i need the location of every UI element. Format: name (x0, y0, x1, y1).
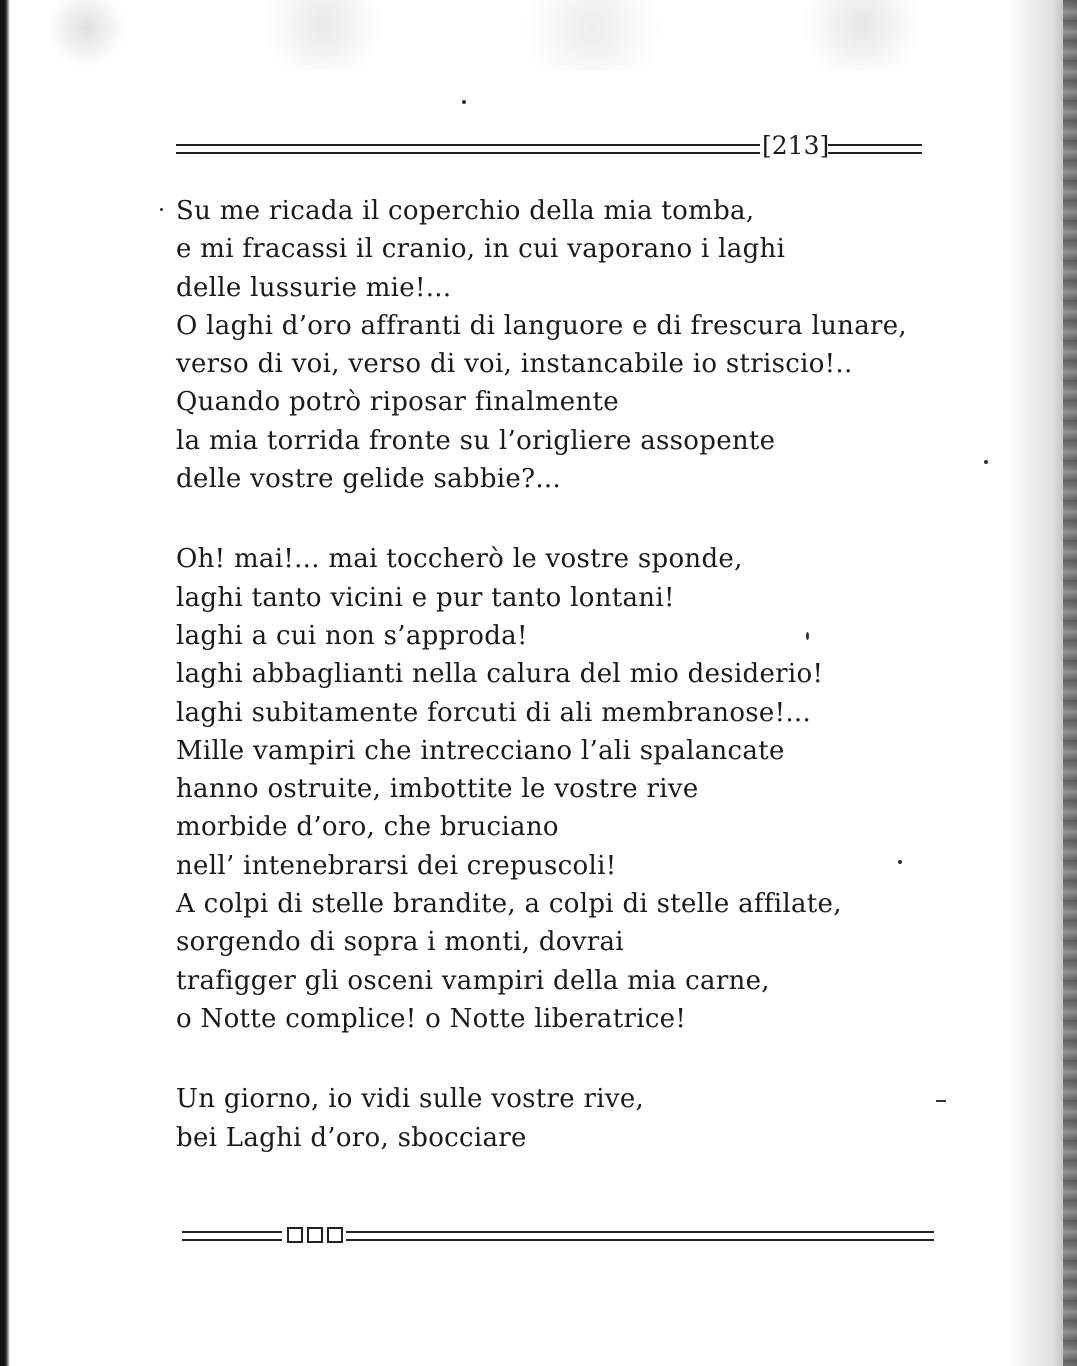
stanza (176, 540, 936, 1038)
scan-edge-left (0, 0, 10, 1366)
page-header (176, 132, 922, 160)
footer-rule-right (346, 1231, 934, 1241)
poem-line: Mille vampiri che intrecciano l’ali spalancate (176, 735, 785, 766)
poem-line: morbide d’oro, che bruciano (176, 812, 559, 843)
poem-line: verso di voi, verso di voi, instancabile io striscio!.. (176, 349, 853, 380)
poem-line: trafigger gli osceni vampiri della mia carne, (176, 965, 770, 996)
poem-line: Oh! mai!... mai toccherò le vostre sponde, (176, 544, 743, 575)
poem-line: Su me ricada il coperchio della mia tomba, (176, 196, 755, 226)
scan-speck (898, 860, 902, 864)
scan-speck (806, 632, 809, 640)
poem-line: bei Laghi d’oro, sbocciare (176, 1122, 527, 1153)
poem-line: nell’ intenebrarsi dei crepuscoli! (176, 850, 617, 881)
page-footer (182, 1225, 934, 1247)
footer-ornament (287, 1227, 343, 1243)
poem-line: hanno ostruite, imbottite le vostre rive (176, 774, 699, 805)
header-rule-left (176, 144, 760, 154)
poem-line: delle lussurie mie!... (176, 272, 452, 303)
poem-line: la mia torrida fronte su l’origliere assopente (176, 425, 776, 456)
poem-line: e mi fracassi il cranio, in cui vaporano i laghi (176, 234, 786, 265)
poem-line: Quando potrò riposar finalmente (176, 387, 619, 418)
ornament-box (327, 1227, 343, 1243)
scan-speck (160, 208, 163, 211)
poem-line: A colpi di stelle brandite, a colpi di stelle affilate, (176, 889, 842, 920)
footer-rule-left (182, 1231, 282, 1241)
header-rule-right (828, 144, 922, 154)
poem-line: laghi tanto vicini e pur tanto lontani! (176, 582, 675, 613)
stanza (176, 192, 936, 498)
poem-line: laghi a cui non s’approda! (176, 620, 528, 651)
scan-shadow-top (0, 0, 1077, 70)
scan-speck (936, 1100, 946, 1102)
ornament-box (307, 1227, 323, 1243)
scan-edge-right (1063, 0, 1077, 1366)
poem-line: delle vostre gelide sabbie?... (176, 464, 562, 495)
stanza (176, 1080, 936, 1157)
poem-line: O laghi d’oro affranti di languore e di frescura lunare, (176, 310, 907, 341)
poem-line: o Notte complice! o Notte liberatrice! (176, 1003, 687, 1034)
poem-body (176, 192, 936, 1157)
scan-speck (462, 100, 466, 104)
page-number: [213] (762, 131, 830, 160)
scan-speck (984, 460, 988, 464)
poem-line: Un giorno, io vidi sulle vostre rive, (176, 1084, 645, 1115)
poem-line: laghi subitamente forcuti di ali membranose!... (176, 697, 812, 728)
poem-line: sorgendo di sopra i monti, dovrai (176, 927, 624, 958)
ornament-box (287, 1227, 303, 1243)
poem-line: laghi abbaglianti nella calura del mio desiderio! (176, 659, 824, 690)
